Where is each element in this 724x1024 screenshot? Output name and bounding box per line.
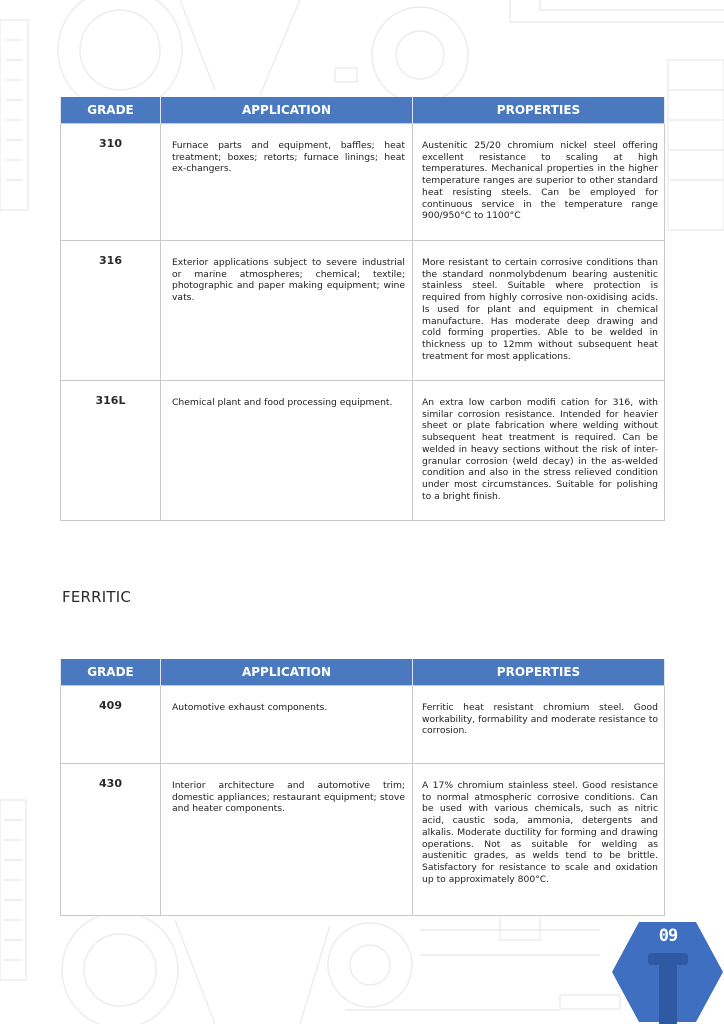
page-number: 09: [658, 926, 678, 946]
grade-column-header: GRADE: [61, 659, 161, 686]
application-cell: Automotive exhaust components.: [161, 686, 413, 764]
table-row: [61, 124, 665, 241]
application-cell: Chemical plant and food processing equipment.: [161, 381, 413, 521]
table-row: [61, 686, 665, 764]
table-row: [61, 241, 665, 381]
application-cell: Interior architecture and automotive trim; domestic appliances; restaurant equipment; stove and heater components.: [161, 764, 413, 916]
grade-cell: 316L: [61, 381, 161, 521]
properties-column-header: PROPERTIES: [413, 659, 665, 686]
ferritic-section-title: FERRITIC: [62, 588, 132, 606]
properties-cell: Austenitic 25/20 chromium nickel steel offering excellent resistance to scaling at high temperatures. Mechanical properties in the higher temperature ranges are superior to other standard heat resisting steels. Can be employed for continuous service in the temperature range 900/950°C to 1100°C: [413, 124, 665, 241]
grade-cell: 409: [61, 686, 161, 764]
table-row: [61, 381, 665, 521]
table-row: [61, 764, 665, 916]
table-header-row: [61, 659, 665, 686]
table-header-row: [61, 97, 665, 124]
application-column-header: APPLICATION: [161, 659, 413, 686]
properties-cell: A 17% chromium stainless steel. Good resistance to normal atmospheric corrosive conditions. Can be used with various chemicals, such as nitric acid, caustic soda, ammonia, detergents and alkalis. Moderate ductility for forming and drawing operations. Not as suitable for welding as austenitic grades, as welds tend to be brittle. Satisfactory for resistance to scale and oxidation up to approximately 800°C.: [413, 764, 665, 916]
ferritic-grades-table: [60, 659, 665, 916]
grade-cell: 310: [61, 124, 161, 241]
properties-column-header: PROPERTIES: [413, 97, 665, 124]
application-cell: Exterior applications subject to severe industrial or marine atmospheres; chemical; textile; photographic and paper making equipment; wine vats.: [161, 241, 413, 381]
grade-cell: 430: [61, 764, 161, 916]
properties-cell: Ferritic heat resistant chromium steel. Good workability, formability and moderate resistance to corrosion.: [413, 686, 665, 764]
properties-cell: An extra low carbon modifi cation for 316, with similar corrosion resistance. Intended for heavier sheet or plate fabrication where welding without subsequent heat treatment is required. Can be welded in heavy sections without the risk of inter-granular corrosion (weld decay) in the as-welded condition and also in the stress relieved condition under most circumstances. Suitable for polishing to a bright finish.: [413, 381, 665, 521]
properties-cell: More resistant to certain corrosive conditions than the standard nonmolybdenum bearing austenitic stainless steel. Suitable where protection is required from highly corrosive non-oxidising acids. Is used for plant and equipment in chemical manufacture. Has moderate deep drawing and cold forming properties. Able to be welded in thickness up to 12mm without subsequent heat treatment for most applications.: [413, 241, 665, 381]
application-column-header: APPLICATION: [161, 97, 413, 124]
austenitic-grades-table: [60, 97, 665, 521]
grade-column-header: GRADE: [61, 97, 161, 124]
application-cell: Furnace parts and equipment, baffles; heat treatment; boxes; retorts; furnace linings; heat ex-changers.: [161, 124, 413, 241]
grade-cell: 316: [61, 241, 161, 381]
